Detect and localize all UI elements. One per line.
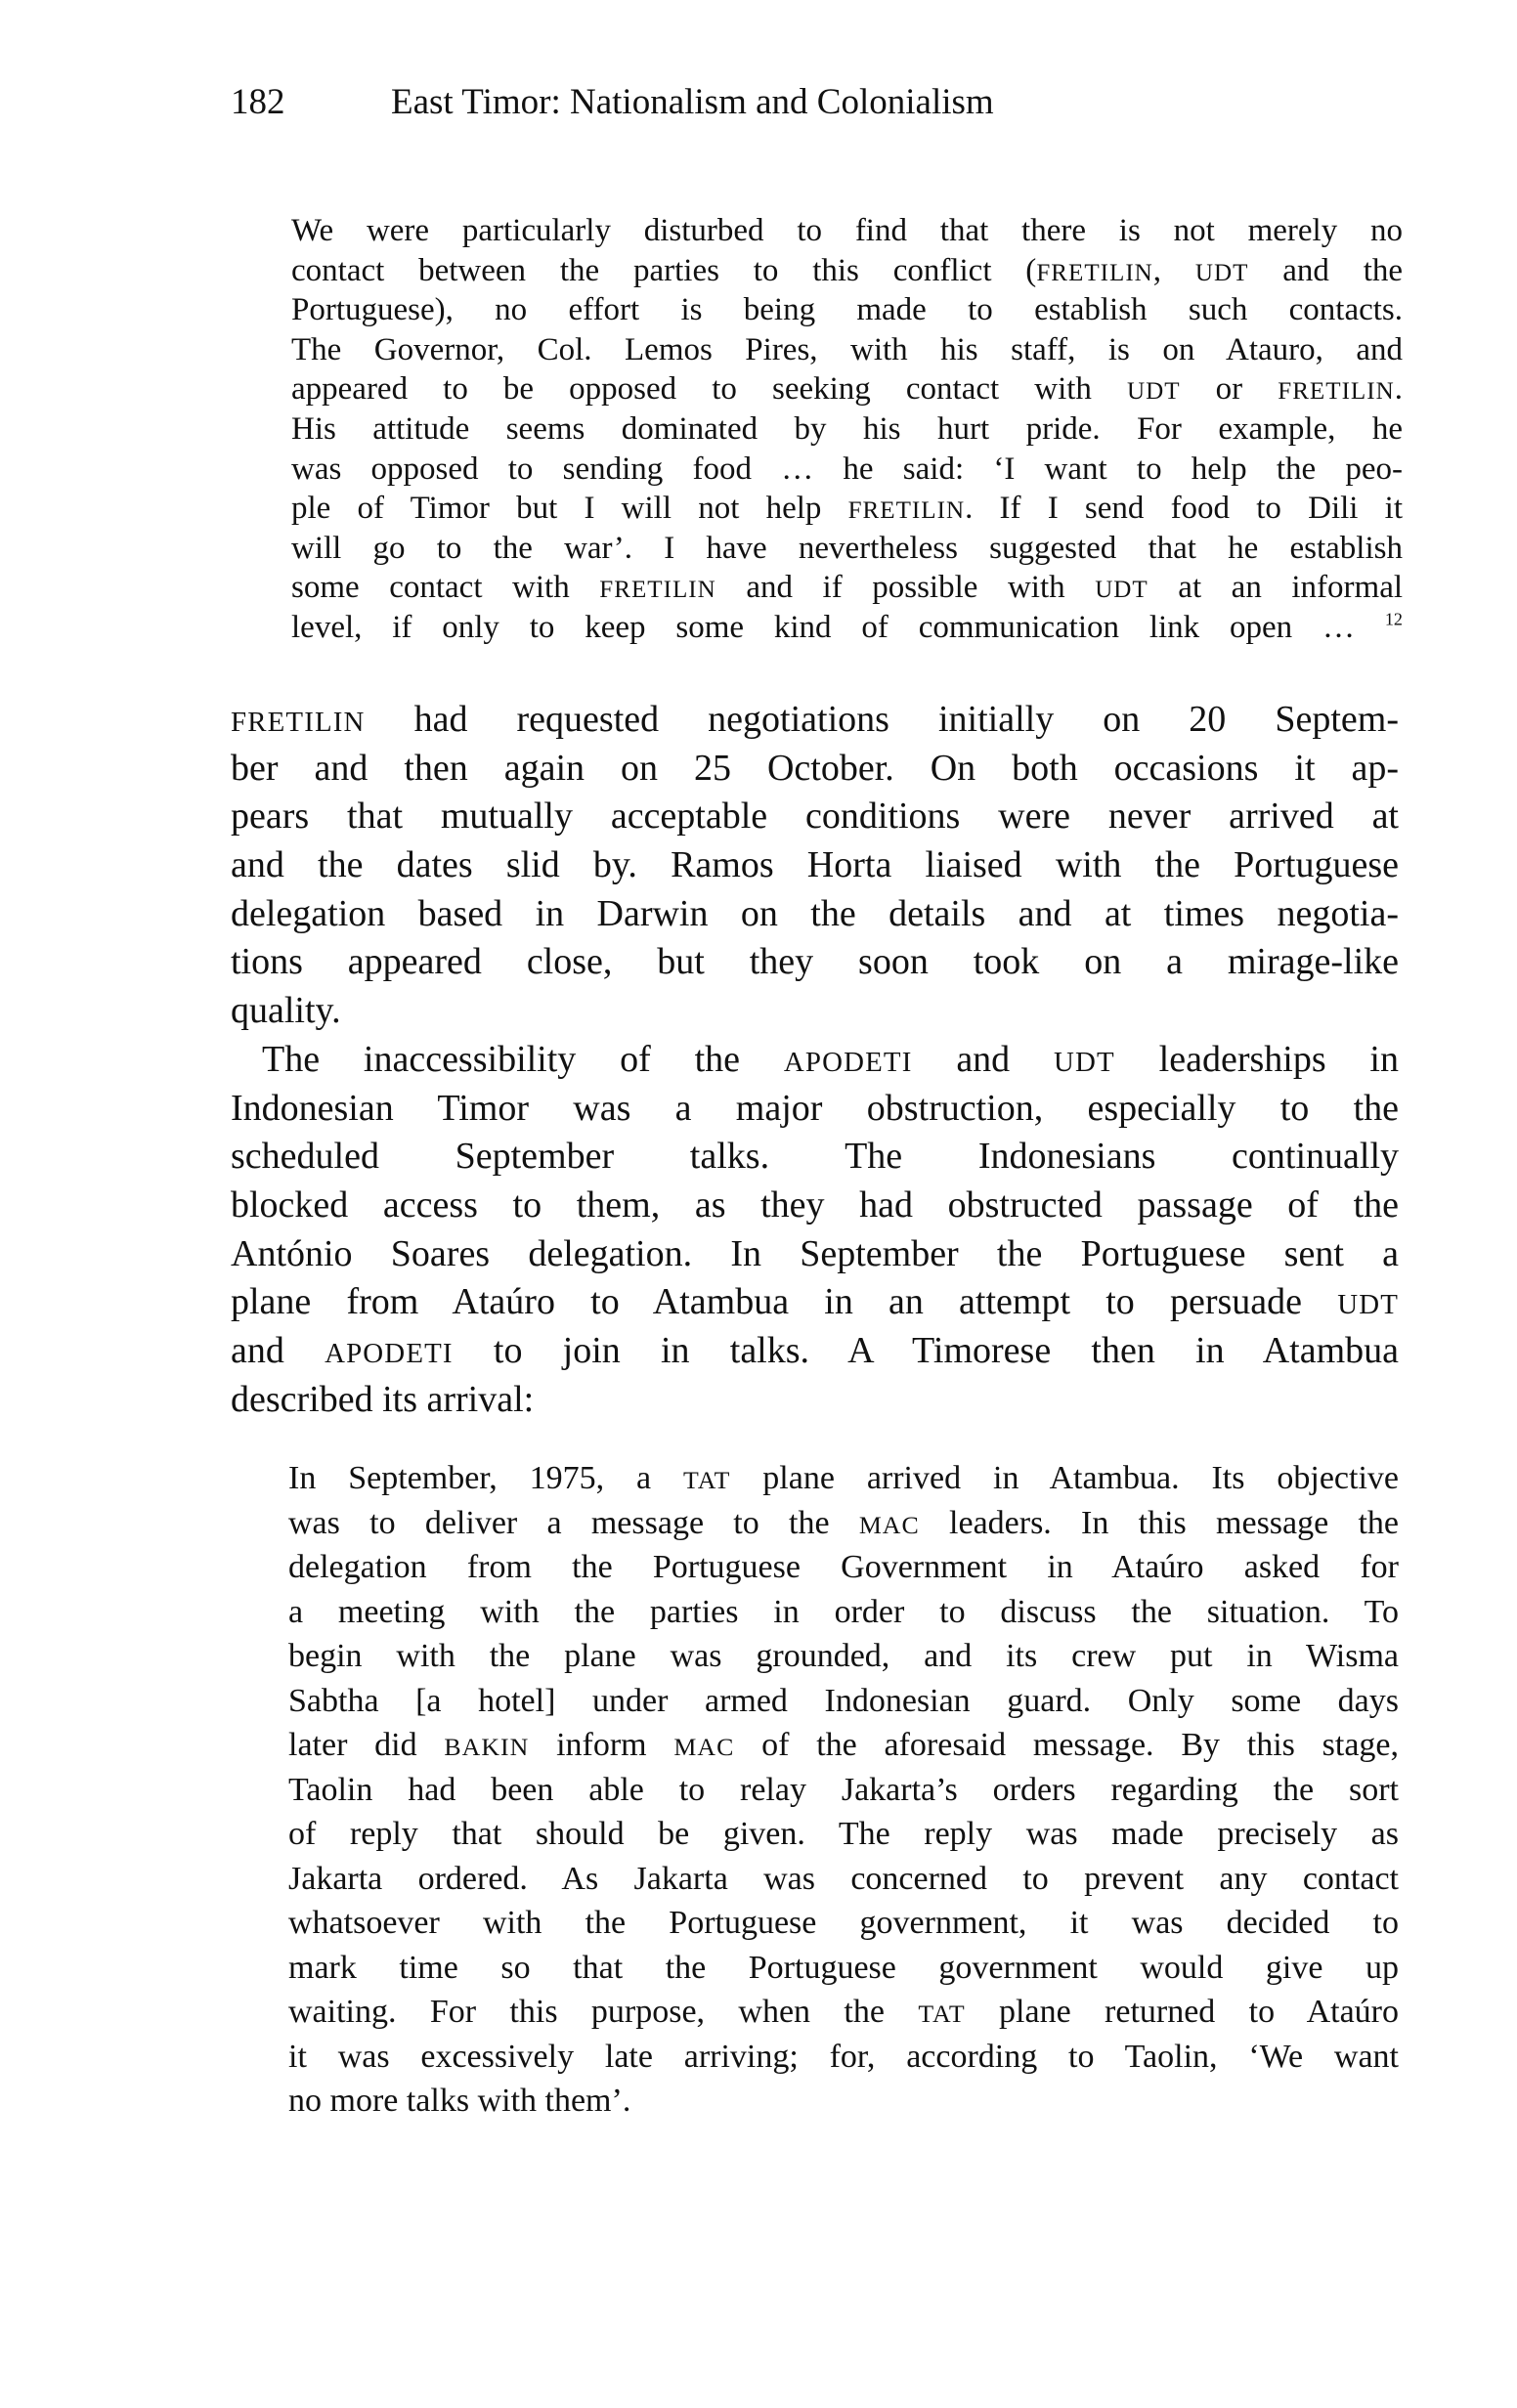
- text-run: no more talks with them’.: [288, 2083, 631, 2119]
- text-run: mark time so that the Portuguese government would give up: [288, 1949, 1399, 1986]
- text-line: [288, 1812, 1399, 1857]
- text-run: scheduled September talks. The Indonesians continually: [231, 1136, 1399, 1178]
- text-line: [291, 608, 1403, 648]
- text-run: had requested negotiations initially on 20 Septem-: [365, 699, 1399, 740]
- block-quote-testimony: [288, 1456, 1399, 2124]
- acronym: FRETILIN: [599, 577, 716, 604]
- text-run: some contact with: [291, 570, 600, 606]
- text-run: and if possible with: [715, 570, 1096, 606]
- text-run: . If I send food to Dili it: [965, 491, 1403, 527]
- text-run: delegation based in Darwin on the details and at times negotia-: [231, 892, 1399, 934]
- text-line: [291, 409, 1403, 450]
- page-number: 182: [231, 82, 285, 122]
- text-run: to join in talks. A Timorese then in Atambua: [453, 1329, 1399, 1371]
- text-line: [231, 1278, 1399, 1327]
- text-line: [288, 1501, 1399, 1546]
- acronym: TAT: [918, 2000, 966, 2028]
- text-run: or: [1180, 371, 1279, 408]
- text-run: ple of Timor but I will not help: [291, 491, 848, 527]
- text-run: level, if only to keep some kind of communication link open …: [291, 609, 1385, 645]
- text-line: [231, 1036, 1399, 1085]
- text-run: a meeting with the parties in order to discuss the situation. To: [288, 1593, 1399, 1630]
- text-line: [291, 529, 1403, 569]
- text-line: [291, 568, 1403, 608]
- text-run: was to deliver a message to the: [288, 1504, 859, 1541]
- text-line: [288, 1679, 1399, 1724]
- text-run: plane from Ataúro to Atambua in an attempt to persuade: [231, 1281, 1338, 1323]
- text-run: begin with the plane was grounded, and its crew put in Wisma: [288, 1638, 1399, 1674]
- text-line: [231, 890, 1399, 939]
- text-line: [291, 330, 1403, 370]
- acronym: MAC: [673, 1733, 735, 1761]
- text-line: [231, 1327, 1399, 1376]
- text-run: The Governor, Col. Lemos Pires, with his staff, is on Atauro, and: [291, 331, 1403, 367]
- text-run: described its arrival:: [231, 1378, 535, 1420]
- text-run: of reply that should be given. The reply was made precisely as: [288, 1816, 1399, 1852]
- footnote-ref: 12: [1384, 609, 1403, 629]
- text-line: [231, 1182, 1399, 1230]
- acronym: FRETILIN: [231, 707, 366, 738]
- text-line: [288, 1456, 1399, 1501]
- text-run: contact between the parties to this conflict (: [291, 252, 1037, 288]
- text-run: later did: [288, 1727, 445, 1763]
- text-run: ber and then again on 25 October. On both occasions it ap-: [231, 747, 1399, 789]
- text-run: and the: [1248, 252, 1404, 288]
- text-run: The inaccessibility of the: [262, 1038, 784, 1080]
- acronym: APODETI: [783, 1046, 913, 1078]
- acronym: FRETILIN: [1278, 378, 1395, 406]
- text-line: [291, 251, 1403, 291]
- acronym: APODETI: [325, 1337, 454, 1369]
- text-run: blocked access to them, as they had obstructed passage of the: [231, 1183, 1399, 1226]
- text-line: [231, 1376, 1399, 1425]
- text-run: plane arrived in Atambua. Its objective: [730, 1460, 1399, 1496]
- block-quote-report: [291, 211, 1403, 648]
- acronym: FRETILIN: [847, 497, 966, 525]
- text-run: was opposed to sending food … he said: ‘I want to help the peo-: [291, 451, 1403, 487]
- text-run: Indonesian Timor was a major obstruction, especially to the: [231, 1087, 1399, 1129]
- text-run: pears that mutually acceptable conditions were never arrived at: [231, 796, 1399, 838]
- text-run: delegation from the Portuguese Government in Ataúro asked for: [288, 1549, 1399, 1585]
- text-run: plane returned to Ataúro: [965, 1994, 1399, 2030]
- text-line: [231, 987, 1399, 1036]
- text-line: [291, 489, 1403, 529]
- text-run: inform: [529, 1727, 674, 1763]
- text-run: will go to the war’. I have nevertheless suggested that he establish: [291, 530, 1403, 566]
- text-run: Jakarta ordered. As Jakarta was concerned to prevent any contact: [288, 1860, 1399, 1897]
- text-line: [288, 1634, 1399, 1679]
- acronym: UDT: [1054, 1046, 1115, 1078]
- acronym: MAC: [858, 1510, 920, 1539]
- text-line: [288, 2079, 1399, 2124]
- text-line: [288, 1590, 1399, 1635]
- text-run: appeared to be opposed to seeking contact with: [291, 371, 1128, 408]
- text-run: whatsoever with the Portuguese government, it was decided to: [288, 1905, 1399, 1941]
- text-run: Sabtha [a hotel] under armed Indonesian guard. Only some days: [288, 1682, 1399, 1719]
- text-line: [291, 369, 1403, 409]
- text-run: it was excessively late arriving; for, according to Taolin, ‘We want: [288, 2038, 1399, 2075]
- text-line: [231, 1133, 1399, 1182]
- text-run: ,: [1152, 252, 1195, 288]
- text-line: [288, 2035, 1399, 2080]
- text-run: Taolin had been able to relay Jakarta’s orders regarding the sort: [288, 1771, 1399, 1808]
- text-line: [231, 793, 1399, 841]
- text-run: .: [1394, 371, 1403, 408]
- text-line: [231, 745, 1399, 794]
- text-run: leaders. In this message the: [919, 1504, 1400, 1541]
- text-run: quality.: [231, 990, 341, 1032]
- text-run: His attitude seems dominated by his hurt pride. For example, he: [291, 410, 1403, 447]
- text-line: [231, 938, 1399, 987]
- text-line: [288, 1723, 1399, 1768]
- text-run: António Soares delegation. In September the Portuguese sent a: [231, 1232, 1399, 1274]
- acronym: TAT: [683, 1466, 731, 1494]
- text-run: at an informal: [1148, 570, 1404, 606]
- text-line: [288, 1946, 1399, 1991]
- text-line: [291, 450, 1403, 490]
- acronym: UDT: [1194, 259, 1249, 286]
- text-run: and: [231, 1329, 325, 1371]
- text-line: [288, 1545, 1399, 1590]
- text-line: [231, 1230, 1399, 1279]
- text-line: [231, 1085, 1399, 1134]
- text-line: [231, 841, 1399, 890]
- text-run: waiting. For this purpose, when the: [288, 1994, 919, 2030]
- acronym: FRETILIN: [1036, 259, 1153, 286]
- text-line: [288, 1857, 1399, 1902]
- text-line: [288, 1990, 1399, 2035]
- text-run: of the aforesaid message. By this stage,: [734, 1727, 1400, 1763]
- text-run: In September, 1975, a: [288, 1460, 684, 1496]
- text-line: [291, 290, 1403, 330]
- text-line: [231, 696, 1399, 745]
- text-line: [288, 1768, 1399, 1813]
- acronym: UDT: [1095, 577, 1149, 604]
- text-line: [288, 1901, 1399, 1946]
- text-run: tions appeared close, but they soon took on a mirage-like: [231, 941, 1399, 983]
- text-line: [291, 211, 1403, 251]
- body-text: [231, 696, 1399, 1424]
- text-run: We were particularly disturbed to find that there is not merely no: [291, 213, 1403, 248]
- acronym: UDT: [1127, 378, 1181, 406]
- text-run: and: [912, 1038, 1055, 1080]
- text-run: and the dates slid by. Ramos Horta liaised with the Portuguese: [231, 844, 1399, 886]
- text-run: Portuguese), no effort is being made to establish such contacts.: [291, 292, 1403, 328]
- running-title: East Timor: Nationalism and Colonialism: [391, 82, 994, 122]
- acronym: BAKIN: [444, 1733, 530, 1761]
- text-run: leaderships in: [1114, 1038, 1399, 1080]
- acronym: UDT: [1337, 1289, 1399, 1321]
